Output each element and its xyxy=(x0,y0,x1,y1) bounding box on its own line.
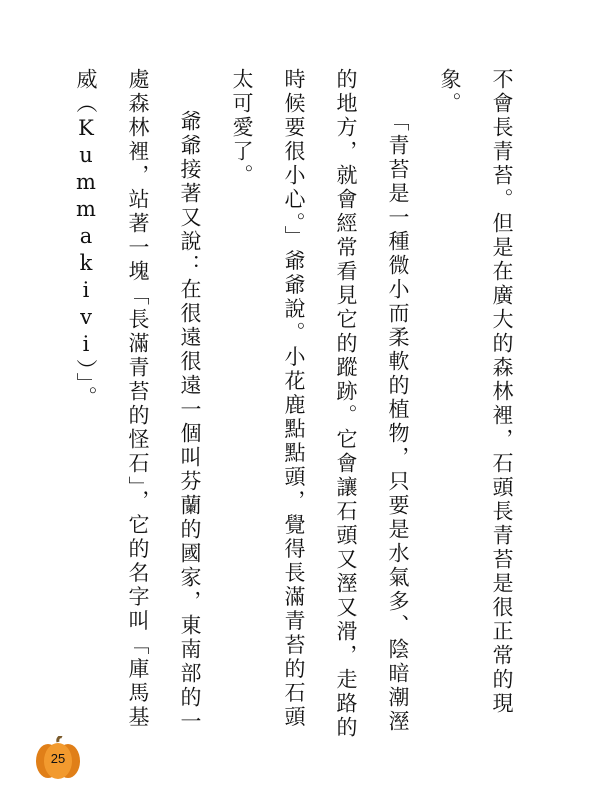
page-number-badge xyxy=(34,736,82,780)
paragraph-2: 「青苔是一種微小而柔軟的植物，只要是水氣多、陰暗潮溼的地方，就會經常看見它的蹤跡。它會讓石頭又溼又滑，走路的時候要很小心。」爺爺說。小花鹿點點頭，覺得長滿青苔的石頭太可愛了。 xyxy=(230,68,410,740)
paragraph-1: 不會長青苔。但是在廣大的森林裡，石頭長青苔是很正常的現象。 xyxy=(438,68,514,716)
page-number: 25 xyxy=(50,751,66,766)
vertical-text-block xyxy=(60,68,528,748)
paragraph-3: 爺爺接著又說：在很遠很遠一個叫芬蘭的國家，東南部的一處森林裡，站著一塊「長滿青苔的怪石」，它的名字叫「庫馬基威（Kummakivi）」。 xyxy=(74,68,202,734)
